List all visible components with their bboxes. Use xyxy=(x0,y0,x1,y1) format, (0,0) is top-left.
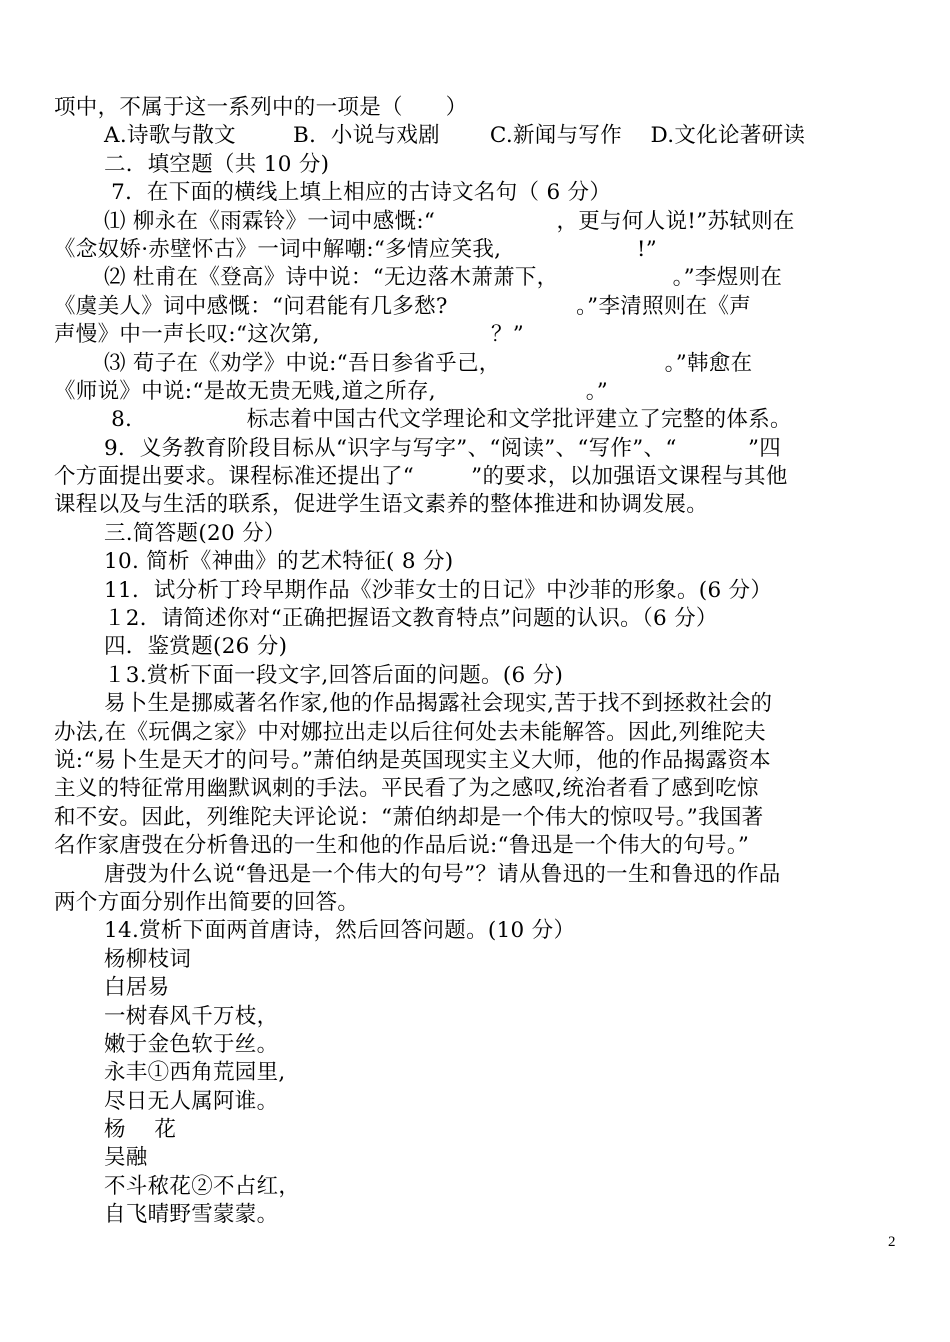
question-12: １2．请简述你对“正确把握语文教育特点”问题的认识。（6 分） xyxy=(104,606,718,632)
question-7-item-1-line-2: 《念奴娇·赤壁怀古》一词中解嘲:“多情应笑我, !” xyxy=(54,236,658,262)
question-6-stem-tail: 项中，不属于这一系列中的一项是（ ） xyxy=(54,95,468,120)
poem-2-author: 吴融 xyxy=(104,1145,148,1171)
poem-2-line-2: 自飞晴野雪蒙蒙。 xyxy=(104,1202,279,1228)
poem-1-line-4: 尽日无人属阿谁。 xyxy=(104,1088,279,1114)
question-7-item-1-line-1: ⑴ 柳永在《雨霖铃》一词中感慨:“ ，更与何人说!”苏轼则在 xyxy=(104,208,795,234)
section-heading-fill-in: 二．填空题（共 10 分) xyxy=(104,151,330,177)
question-7-item-3-line-1: ⑶ 荀子在《劝学》中说:“吾日参省乎己， 。”韩愈在 xyxy=(104,350,753,376)
poem-1-line-2: 嫩于金色软于丝。 xyxy=(104,1031,279,1057)
passage-line-3: 说:“易卜生是天才的问号。”萧伯纳是英国现实主义大师，他的作品揭露资本 xyxy=(54,747,771,773)
passage-line-4: 主义的特征常用幽默讽刺的手法。平民看了为之感叹,统治者看了感到吃惊 xyxy=(54,776,759,802)
passage-line-6: 名作家唐弢在分析鲁迅的一生和他的作品后说:“鲁迅是一个伟大的句号。” xyxy=(54,833,750,859)
question-7-item-2-line-2: 《虞美人》词中感慨：“问君能有几多愁? 。”李清照则在《声 xyxy=(54,293,752,319)
poem-1-line-3: 永丰①西角荒园里, xyxy=(104,1060,286,1086)
question-13-ask-line-1: 唐弢为什么说“鲁迅是一个伟大的句号”？请从鲁迅的一生和鲁迅的作品 xyxy=(104,861,781,887)
question-13-stem: １3.赏析下面一段文字,回答后面的问题。(6 分) xyxy=(104,662,564,688)
question-7-item-2-line-3: 声慢》中一声长叹:“这次第, ？” xyxy=(54,322,525,348)
question-10: 10. 简析《神曲》的艺术特征( 8 分) xyxy=(104,549,454,575)
passage-line-1: 易卜生是挪威著名作家,他的作品揭露社会现实,苦于找不到拯救社会的 xyxy=(104,691,773,717)
question-9-line-3: 课程以及与生活的联系，促进学生语文素养的整体推进和协调发展。 xyxy=(54,492,709,518)
section-heading-short-answer: 三.简答题(20 分） xyxy=(104,520,286,546)
question-7-item-2-line-1: ⑵ 杜甫在《登高》诗中说：“无边落木萧萧下， 。”李煜则在 xyxy=(104,265,783,291)
question-7-item-3-line-2: 《师说》中说:“是故无贵无贱,道之所存, 。” xyxy=(54,378,609,404)
poem-1-author: 白居易 xyxy=(104,975,170,1001)
page-number: 2 xyxy=(888,1234,896,1250)
document-body xyxy=(54,94,900,1230)
poem-1-line-1: 一树春风千万枝， xyxy=(104,1003,279,1029)
question-9-line-2: 个方面提出要求。课程标准还提出了“ ”的要求，以加强语文课程与其他 xyxy=(54,464,788,490)
question-6-options: A.诗歌与散文 B．小说与戏剧 C.新闻与写作 D.文化论著研读 xyxy=(104,123,806,149)
question-14-stem: 14.赏析下面两首唐诗，然后回答问题。(10 分） xyxy=(104,918,576,944)
passage-line-5: 和不安。因此，列维陀夫评论说：“萧伯纳却是一个伟大的惊叹号。”我国著 xyxy=(54,804,764,830)
passage-line-2: 办法,在《玩偶之家》中对娜拉出走以后往何处去未能解答。因此,列维陀夫 xyxy=(54,719,766,745)
poem-2-title: 杨 花 xyxy=(104,1117,177,1143)
question-11: 11．试分析丁玲早期作品《沙菲女士的日记》中沙菲的形象。(6 分） xyxy=(104,577,773,603)
poem-2-line-1: 不斗秾花②不占红， xyxy=(104,1173,301,1199)
section-heading-appreciation: 四．鉴赏题(26 分) xyxy=(104,634,288,660)
question-8: 8． 标志着中国古代文学理论和文学批评建立了完整的体系。 xyxy=(104,407,792,433)
question-9-line-1: 9．义务教育阶段目标从“识字与写字”、“阅读”、“写作”、“ ”四 xyxy=(104,435,782,461)
question-7-stem: 7．在下面的横线上填上相应的古诗文名句（ 6 分） xyxy=(104,180,612,206)
poem-1-title: 杨柳枝词 xyxy=(104,946,192,972)
question-13-ask-line-2: 两个方面分别作出简要的回答。 xyxy=(54,889,360,915)
